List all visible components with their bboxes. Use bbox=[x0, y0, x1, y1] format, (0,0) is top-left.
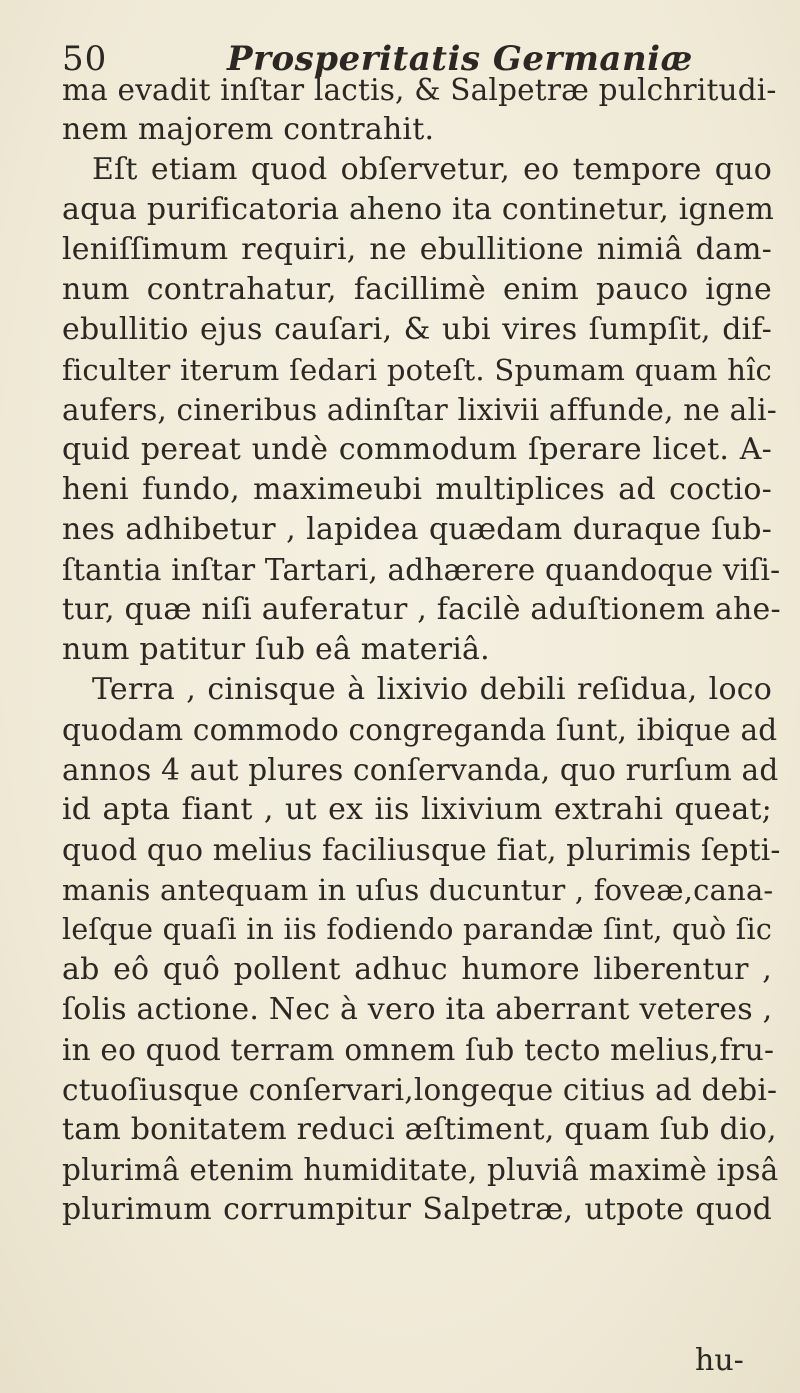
text-line: quod quo melius faciliusque fiat, plurimis ſepti- bbox=[62, 833, 781, 867]
text-line: ficulter iterum ſedari poteſt. Spumam quam hîc bbox=[62, 353, 772, 387]
text-line: quid pereat undè commodum ſperare licet. A- bbox=[62, 432, 772, 467]
text-line: ſolis actione. Nec à vero ita aberrant veteres , bbox=[62, 992, 773, 1027]
text-line: tur, quæ niſi auferatur , facilè aduſtionem ahe- bbox=[62, 592, 781, 627]
text-line: plurimum corrumpitur Salpetræ, utpote quod bbox=[62, 1192, 772, 1227]
text-line: ebullitio ejus cauſari, & ubi vires ſumpſit, dif- bbox=[62, 312, 772, 347]
text-line: Eſt etiam quod obſervetur, eo tempore quo bbox=[92, 152, 772, 187]
body-text bbox=[62, 70, 781, 1230]
text-line: tam bonitatem reduci æſtiment, quam ſub dio, bbox=[62, 1112, 777, 1147]
page-number: 50 bbox=[62, 39, 108, 79]
text-line: ma evadit inſtar lactis, & Salpetræ pulchritudi- bbox=[62, 73, 777, 107]
text-line: id apta fiant , ut ex iis lixivium extrahi queat; bbox=[62, 792, 772, 827]
text-line: aqua purificatoria aheno ita continetur, ignem bbox=[62, 192, 775, 227]
text-line: leniſſimum requiri, ne ebullitione nimiâ dam- bbox=[62, 232, 772, 267]
text-line: nes adhibetur , lapidea quædam duraque ſub- bbox=[62, 512, 772, 547]
text-line: in eo quod terram omnem ſub tecto melius,fru- bbox=[62, 1033, 775, 1067]
text-line: annos 4 aut plures conſervanda, quo rurſum ad bbox=[62, 753, 779, 787]
text-line: ab eô quô pollent adhuc humore liberentur , bbox=[62, 952, 772, 987]
text-line: ſtantia inſtar Tartari, adhærere quandoque viſi- bbox=[62, 553, 781, 587]
running-title: Prosperitatis Germaniæ bbox=[227, 39, 693, 79]
text-line: heni fundo, maximeubi multiplices ad coctio- bbox=[62, 472, 772, 507]
text-line: aufers, cineribus adinſtar lixivii affunde, ne ali- bbox=[62, 393, 777, 427]
text-line: ctuoſiusque conſervari,longeque citius ad debi- bbox=[62, 1073, 778, 1107]
text-line: manis antequam in uſus ducuntur , foveæ,cana- bbox=[62, 873, 774, 907]
text-line: quodam commodo congreganda ſunt, ibique ad bbox=[62, 713, 778, 747]
catchword: hu- bbox=[695, 1343, 744, 1378]
text-line: nem majorem contrahit. bbox=[62, 112, 435, 147]
text-line: Terra , cinisque à lixivio debili reſidua, loco bbox=[92, 672, 772, 707]
text-line: leſque quaſi in iis fodiendo parandæ ſint, quò ſic bbox=[62, 913, 772, 946]
text-line: num patitur ſub eâ materiâ. bbox=[62, 632, 490, 667]
text-line: num contrahatur, facillimè enim pauco igne bbox=[62, 272, 772, 307]
text-line: plurimâ etenim humiditate, pluviâ maximè ipsâ bbox=[62, 1153, 779, 1187]
